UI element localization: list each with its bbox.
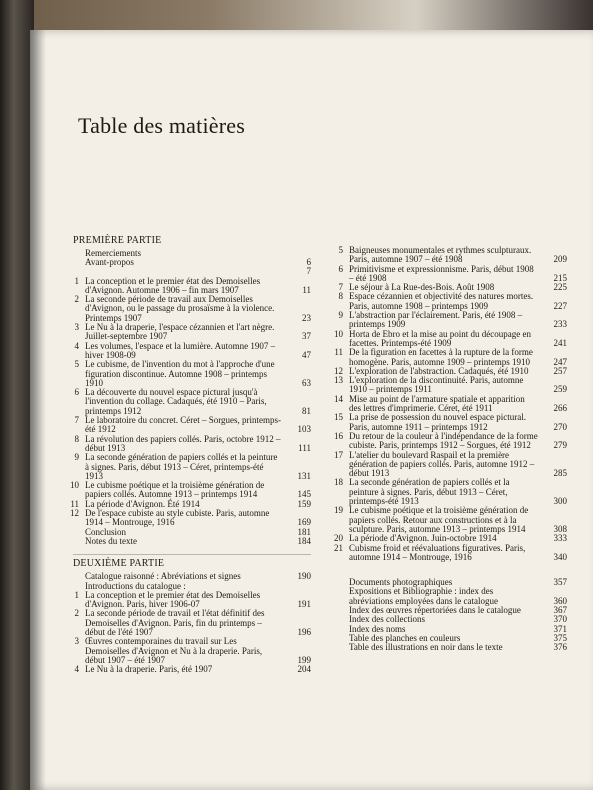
toc-entry — [63, 360, 311, 388]
toc-entry-page: 367 — [553, 604, 567, 615]
toc-entry-text: Les volumes, l'espace et la lumière. Automne 1907 – hiver 1908-09 — [85, 340, 276, 360]
toc-entry — [327, 311, 567, 330]
toc-entry — [63, 416, 311, 435]
toc-entry-number: 6 — [74, 387, 79, 398]
toc-entry — [63, 453, 311, 481]
toc-entry-text: La seconde génération de papiers collés et la peinture à signes. Paris, début 1913 – Céret, printemps-été 1913 — [349, 477, 510, 507]
toc-entry — [327, 643, 567, 652]
page-gutter-shadow — [30, 30, 46, 790]
toc-entry-number: 16 — [334, 430, 343, 441]
toc-entry-number: 2 — [74, 294, 79, 305]
toc-entry-page: 196 — [297, 626, 311, 637]
toc-entry — [327, 587, 567, 606]
toc-entry-number: 12 — [70, 508, 79, 519]
toc-entry — [327, 348, 567, 367]
toc-entry-text: Œuvres contemporaines du travail sur Les Demoiselles d'Avignon et Nu à la draperie. Paris, début 1907 – été 1907 — [85, 636, 263, 665]
toc-entry-text: Le séjour à La Rue-des-Bois. Août 1908 — [349, 282, 495, 293]
toc-entry-page: 279 — [553, 440, 567, 451]
toc-entry — [327, 544, 567, 563]
toc-entry-text: De l'espace cubiste au style cubiste. Paris, automne 1914 – Montrouge, 1916 — [85, 508, 270, 528]
left-column — [63, 233, 311, 674]
toc-entry-page: 37 — [302, 331, 311, 342]
toc-entry-text: Conclusion — [85, 526, 127, 537]
toc-entry-text: Avant-propos — [85, 257, 134, 268]
toc-entry-text: Le Nu à la draperie. Paris, été 1907 — [85, 664, 213, 675]
spacer — [327, 562, 567, 578]
toc-entry-text: La seconde période de travail et l'état définitif des Demoiselles d'Avignon. Paris, fin du printemps – début de l'été 1907 — [85, 608, 265, 637]
toc-entry-number: 7 — [338, 282, 343, 293]
toc-entry — [63, 609, 311, 637]
toc-entry — [63, 388, 311, 416]
toc-entry — [327, 330, 567, 349]
toc-entry-page: 370 — [553, 614, 567, 625]
toc-entry-text: Table des illustrations en noir dans le texte — [349, 642, 503, 653]
toc-entry-number: 10 — [334, 328, 343, 339]
toc-entry-number: 11 — [334, 347, 343, 358]
toc-entry-text: Cubisme froid et réévaluations figuratives. Paris, automne 1914 – Montrouge, 1916 — [349, 542, 526, 562]
toc-entry-number: 7 — [74, 415, 79, 426]
toc-entry-page: 191 — [297, 599, 311, 610]
toc-entry-number: 6 — [338, 263, 343, 274]
toc-entry-page: 215 — [553, 272, 567, 283]
toc-entry-text: Documents photographiques — [349, 577, 453, 588]
toc-entry — [327, 376, 567, 395]
toc-entry-page: 266 — [553, 403, 567, 414]
toc-entry-number: 17 — [334, 449, 343, 460]
toc-entry-text: La période d'Avignon. Été 1914 — [85, 498, 200, 509]
toc-entry-number: 13 — [334, 375, 343, 386]
toc-entry-number: 19 — [334, 505, 343, 516]
toc-entry-text: Mise au point de l'armature spatiale et apparition des lettres d'imprimerie. Céret, été 1911 — [349, 393, 525, 414]
right-column — [327, 246, 567, 652]
toc-entry-page: 184 — [297, 535, 311, 546]
toc-entry-text: Le cubisme, de l'invention du mot à l'approche d'une figuration discontinue. Automne 1908 – printemps 1910 — [85, 359, 275, 388]
toc-entry-page: 357 — [553, 577, 567, 588]
toc-entry-number: 8 — [74, 433, 79, 444]
toc-entry-page: 285 — [553, 468, 567, 479]
toc-entry-page: 300 — [553, 496, 567, 507]
toc-entry-page: 371 — [553, 623, 567, 634]
toc-entry-text: La seconde génération de papiers collés et la peinture à signes. Paris, début 1913 – Céret, printemps-été 1913 — [85, 452, 278, 481]
toc-entry-text: Espace cézannien et objectivité des natures mortes. Paris, automne 1908 – printemps 1909 — [349, 291, 534, 311]
toc-entry-text: Catalogue raisonné : Abréviations et signes — [85, 571, 241, 582]
toc-entry-number: 2 — [74, 608, 79, 619]
toc-entry-text: Primitivisme et expressionnisme. Paris, début 1908 – été 1908 — [349, 263, 534, 283]
toc-entry-number: 9 — [338, 310, 343, 321]
toc-entry-page: 169 — [297, 517, 311, 528]
toc-entry-page: 241 — [553, 337, 567, 348]
toc-entry-page: 209 — [553, 254, 567, 265]
toc-entry-number: 12 — [334, 365, 343, 376]
toc-entry-number: 11 — [70, 498, 79, 509]
toc-entry-page: 199 — [297, 654, 311, 665]
toc-entry-text: Index des noms — [349, 623, 406, 634]
toc-entry — [63, 277, 311, 296]
toc-entry-number: 5 — [74, 359, 79, 370]
toc-entry-text: Index des collections — [349, 614, 425, 625]
toc-entry-page: 159 — [297, 498, 311, 509]
toc-entry-number: 9 — [74, 452, 79, 463]
page-title: Table des matières — [78, 113, 245, 138]
part1-heading: PREMIÈRE PARTIE — [73, 235, 162, 246]
toc-entry-text: La prise de possession du nouvel espace pictural. Paris, automne 1911 – printemps 1912 — [349, 412, 526, 432]
toc-entry-text: Introductions du catalogue : — [85, 580, 186, 591]
toc-entry-text: Notes du texte — [85, 535, 137, 546]
toc-entry — [63, 591, 311, 610]
toc-entry — [63, 509, 311, 528]
toc-entry — [63, 481, 311, 500]
toc-entry-number: 1 — [74, 589, 79, 600]
book-spine — [0, 0, 34, 790]
toc-entry — [63, 537, 311, 546]
toc-entry-text: Expositions et Bibliographie : index des abréviations employées dans le catalogue — [349, 586, 498, 606]
toc-entry-page: 257 — [553, 365, 567, 376]
toc-entry-page: 376 — [553, 642, 567, 653]
toc-entry-text: L'abstraction par l'éclairement. Paris, été 1908 – printemps 1909 — [349, 310, 523, 330]
toc-entry-page: 145 — [297, 489, 311, 500]
toc-entry — [327, 432, 567, 451]
toc-entry-text: La révolution des papiers collés. Paris, octobre 1912 – début 1913 — [85, 433, 281, 453]
toc-entry — [63, 665, 311, 674]
toc-entry-text: L'exploration de l'abstraction. Cadaqués, été 1910 — [349, 365, 529, 376]
toc-entry-text: Index des œuvres répertoriées dans le catalogue — [349, 604, 521, 615]
toc-entry-page: 308 — [553, 523, 567, 534]
toc-entry-number: 20 — [334, 533, 343, 544]
toc-entry-page: 360 — [553, 595, 567, 606]
toc-entry-text: Horta de Ebro et la mise au point du découpage en facettes. Printemps-été 1909 — [349, 328, 531, 348]
toc-entry-page: 227 — [553, 300, 567, 311]
toc-entry-number: 8 — [338, 291, 343, 302]
toc-entry-page: 333 — [553, 533, 567, 544]
toc-entry-text: La conception et le premier état des Demoiselles d'Avignon. Paris, hiver 1906-07 — [85, 589, 261, 610]
toc-entry-text: Table des planches en couleurs — [349, 632, 461, 643]
toc-entry — [327, 413, 567, 432]
toc-entry-page: 204 — [297, 664, 311, 675]
right-list — [327, 246, 567, 562]
toc-entry-number: 3 — [74, 322, 79, 333]
toc-entry-number: 14 — [334, 393, 343, 404]
toc-entry — [327, 395, 567, 414]
toc-entry-text: La conception et le premier état des Demoiselles d'Avignon. Automne 1906 – fin mars 1907 — [85, 275, 261, 295]
toc-entry — [327, 478, 567, 506]
toc-entry — [327, 292, 567, 311]
toc-entry-number: 21 — [334, 542, 343, 553]
toc-entry-number: 15 — [334, 412, 343, 423]
toc-entry-page: 81 — [302, 405, 311, 416]
toc-entry-page: 225 — [553, 282, 567, 293]
toc-entry-text: Du retour de la couleur à l'indépendance de la forme cubiste. Paris, printemps 1912 – Sorgues, été 1912 — [349, 430, 538, 451]
toc-entry — [63, 295, 311, 323]
toc-entry-page: 63 — [302, 377, 311, 388]
part1-list — [63, 249, 311, 546]
toc-entry-page: 6 — [306, 257, 311, 268]
part2-heading: DEUXIÈME PARTIE — [73, 554, 311, 570]
toc-entry-page: 340 — [553, 551, 567, 562]
toc-entry-page: 47 — [302, 349, 311, 360]
toc-entry — [327, 246, 567, 265]
toc-entry — [63, 258, 311, 267]
toc-entry-page: 11 — [302, 284, 311, 295]
toc-entry-number: 18 — [334, 477, 343, 488]
toc-entry-text: Remerciements — [85, 248, 141, 258]
toc-entry-page: 7 — [306, 266, 311, 277]
back-matter-list — [327, 578, 567, 652]
toc-entry — [63, 435, 311, 454]
toc-entry — [327, 506, 567, 534]
toc-entry-page: 233 — [553, 319, 567, 330]
toc-entry-number: 10 — [70, 480, 79, 491]
toc-entry — [63, 637, 311, 665]
toc-entry-text: L'exploration de la discontinuité. Paris, automne 1910 – printemps 1911 — [349, 375, 524, 395]
toc-entry-page: 247 — [553, 356, 567, 367]
toc-entry-number: 3 — [74, 636, 79, 647]
toc-entry-page: 375 — [553, 632, 567, 643]
toc-entry-text: La découverte du nouvel espace pictural jusqu'à l'invention du collage. Cadaqués, été 1910 – Paris, printemps 1912 — [85, 387, 267, 416]
toc-entry-number: 4 — [74, 340, 79, 351]
toc-entry-page: 111 — [298, 442, 311, 453]
toc-entry-number: 1 — [74, 275, 79, 286]
toc-entry-text: Le cubisme poétique et la troisième génération de papiers collés. Automne 1913 – printemps 1914 — [85, 480, 265, 500]
toc-entry-text: La seconde période de travail aux Demoiselles d'Avignon, ou le passage du prosaïsme à la violence. Printemps 1907 — [85, 294, 275, 323]
toc-entry-text: Baigneuses monumentales et rythmes sculpturaux. Paris, automne 1907 – été 1908 — [349, 245, 532, 265]
toc-entry-page: 190 — [297, 571, 311, 582]
toc-entry-page: 23 — [302, 312, 311, 323]
toc-entry-text: Le laboratoire du concret. Céret – Sorgues, printemps-été 1912 — [85, 415, 282, 435]
toc-entry-text: De la figuration en facettes à la rupture de la forme homogène. Paris, automne 1909 – printemps 1910 — [349, 347, 533, 367]
toc-entry — [327, 265, 567, 284]
toc-entry-page: 181 — [297, 526, 311, 537]
toc-entry — [327, 451, 567, 479]
toc-entry — [63, 323, 311, 342]
toc-entry-number: 5 — [338, 245, 343, 255]
toc-entry-text: Le Nu à la draperie, l'espace cézannien et l'art nègre. Juillet-septembre 1907 — [85, 322, 275, 342]
toc-entry-text: L'atelier du boulevard Raspail et la première génération de papiers collés. Paris, automne 1912 – début 1913 — [349, 449, 535, 479]
part2-list — [63, 572, 311, 674]
toc-entry-text: Le cubisme poétique et la troisième génération de papiers collés. Retour aux constructions et à la sculpture. Paris, automne 1913 – printemps 1914 — [349, 505, 529, 534]
toc-entry-page: 131 — [297, 470, 311, 481]
toc-entry-page: 103 — [297, 424, 311, 435]
toc-entry-text: La période d'Avignon. Juin-octobre 1914 — [349, 533, 497, 544]
toc-entry-page: 270 — [553, 421, 567, 432]
toc-entry-number: 4 — [74, 664, 79, 675]
toc-entry — [63, 342, 311, 361]
toc-entry-page: 259 — [553, 384, 567, 395]
